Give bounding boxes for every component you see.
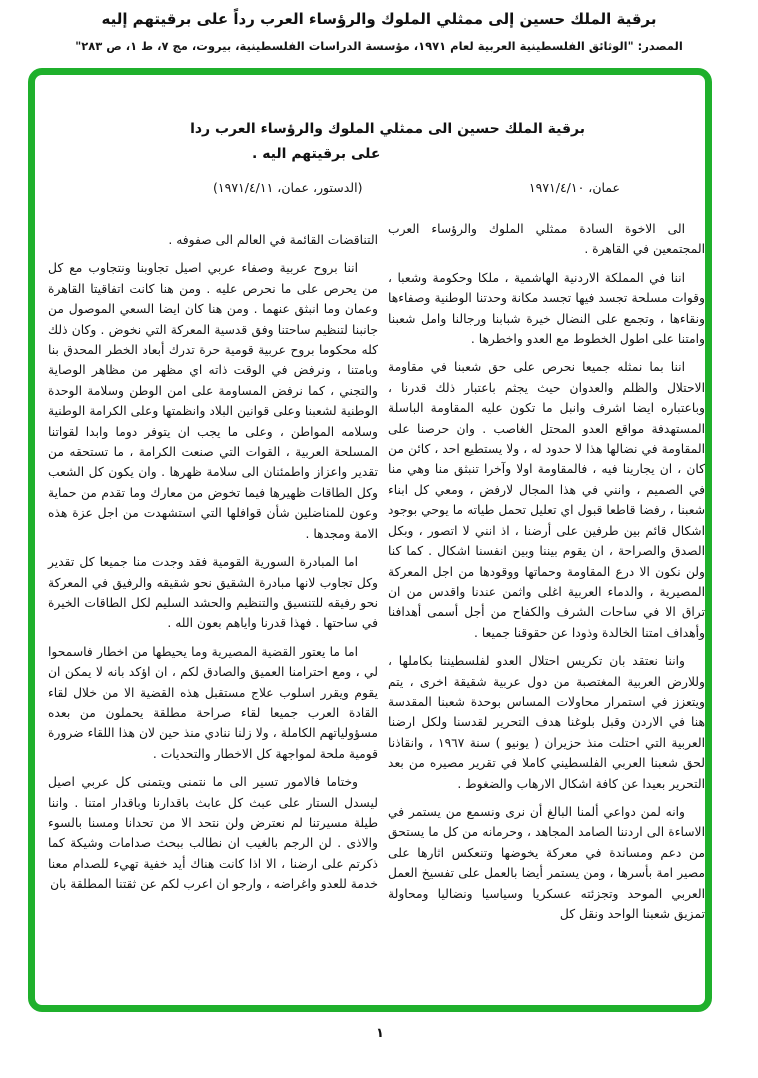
- telegram-publication-ref: (الدستور، عمان، ١٩٧١/٤/١١): [213, 180, 363, 195]
- paragraph-occupation: واننا نعتقد بان تكريس احتلال العدو لفلسطيننا بكاملها ، وللارض العربية المغتصبة من دول عربية شقيقة اخرى ، يتم ويتعزز في استمرار محاولات المساس بوحدة شعبنا المقدسة هنا في الاردن وقبل بلوغنا هدف التحرير لقدسنا ولكل ارضنا العربية التي احتلت منذ حزيران ( يونيو ) سنة ١٩٦٧ ، وانقاذنا لحق شعبنا العربي الفلسطيني كاملا في تقرير مصيره من بعد التحرير بعيدا عن كافة اشكال الارهاب والضغوط .: [388, 654, 705, 791]
- paragraph-resistance: اننا بما نمثله جميعا نحرص على حق شعبنا في مقاومة الاحتلال والظلم والعدوان حيث يجثم باعتبار ذلك قدرنا ، وباعتباره ايضا اشرف وانبل ما تكون عليه المقاومة الباسلة المستهدفة مواقع العدو المحتل الغاصب . وان حرصنا على المقاومة في نضالها هذا لا حدود له ، ولا يستطيع احد ، كائن من كان ، ان يجارينا فيه ، فالمقاومة اولا وآخرا تنبثق منا وهي منا في الصميم ، وانني في هذا المجال لارفض ، ومعي كل ابناء شعبنا ، رفضا قاطعا قبول اي تعليل تحمل طياته ما يوحي بوجود اشكال قائم بين طرفين على أرضنا ، اذ انني لا اتصور ، وبكل الصدق والصراحة ، ان يقوم بيننا وبين انفسنا اشكال . كما كنا ولن نكون الا درع المقاومة وحماتها ووقودها من اجل المعركة المصيرية ، والدماء العربية اغلى واثمن عندنا واقدس من ان تراق الا في ساحات الشرف والكفاح من أجل أسمى أهدافنا وأهداف امتنا الخالدة وذودا عن حقوقنا جميعا .: [388, 360, 705, 640]
- paragraph-conclusion: وختاما فالامور تسير الى ما نتمنى ويتمنى كل عربي اصيل ليسدل الستار على عبث كل عابث باقدارنا وباقدار امتنا . واننا طيلة مسيرتنا لم نعترض ولن نتحد الا من تحدانا ومسنا بالسوء والاذى . لن الرجم بالغيب ان نطالب ببحث صدامات وشيكة كما ذكرتم على ارضنا ، الا اذا كانت هناك أيد خفية تهيء للصدام معنا خدمة للعدو واغراضه ، وارجو ان اعرب لكم عن ثقتنا المطلقة بان: [48, 775, 378, 892]
- paragraph-salutation: الى الاخوة السادة ممثلي الملوك والرؤساء العرب المجتمعين في القاهرة .: [388, 222, 705, 257]
- paragraph-kingdom: اننا في المملكة الاردنية الهاشمية ، ملكا وحكومة وشعبا ، وقوات مسلحة تجسد فيها تجسد مكانة وحدتنا الوطنية وصفاءها ونقاءها ، وتجمع على النضال خيرة شبابنا ورجالنا وامل شعبنا وامتنا على اطول الخطوط مع العدو واخطرها .: [388, 270, 705, 347]
- telegram-dateline: عمان، ١٩٧١/٤/١٠: [528, 180, 620, 195]
- paragraph-leaders-meeting: اما ما يعتور القضية المصيرية وما يحيطها من اخطار فاسمحوا لي ، ومع احترامنا العميق والصادق لكم ، ان اؤكد بانه لا يمكن ان يقوم ويقرر اسلوب علاج مستقبل هذه القضية الا من خلال لقاء القادة العرب جميعا لقاء صراحة مطلقة يحملون من بعده مسؤولياتهم الكاملة ، ولا زلنا ننادي منذ حين لان هذا اللقاء ضرورة قومية ملحة لمواجهة كل الاخطار والتحديات .: [48, 644, 378, 761]
- paragraph-syrian-initiative: اما المبادرة السورية القومية فقد وجدت منا جميعا كل تقدير وكل تجاوب لانها مبادرة الشقيق نحو شقيقه والرفيق في المعركة نحو رفيقه للتنسيق والتنظيم والحشد السليم لكل الطاقات الخيرة في ساحتها . فهذا قدرنا واياهم بعون الله .: [48, 555, 378, 631]
- telegram-column-right: [388, 219, 705, 932]
- page-header-title: برقية الملك حسين إلى ممثلي الملوك والرؤساء العرب رداً على برقيتهم إليه: [101, 10, 657, 28]
- paragraph-grievance: وانه لمن دواعي ألمنا البالغ أن نرى ونسمع من يستمر في الاساءة الى اردننا الصامد المجاهد ، وحرمانه من كل ما يستحق من دعم ومساندة في معركة يخوضها وتنعكس اثارها على مصير امة بأسرها ، ومن يستمر أيضا بالعمل على تفسيخ العمل العربي الموحد وتجزئته عسكريا وسياسيا ونضاليا ومحاولة تمزيق شعبنا الواحد ونقل كل: [388, 804, 705, 921]
- paragraph-grievance-continuation: التناقضات القائمة في العالم الى صفوفه .: [168, 233, 378, 247]
- paragraph-arab-spirit: اننا بروح عربية وصفاء عربي اصيل تجاوبنا ونتجاوب مع كل من يحرص على ما نحرص عليه . ومن هنا كانت اتفاقيتا القاهرة وعمان وما انبثق عنهما . ومن هنا كان ايضا السعي الموصول من جانبنا لتنظيم ساحتنا وفق قدسية المعركة التي نخوض . وكان ذلك كله محكوما بروح عربية قومية حرة تدرك أبعاد الخطر المحدق بنا وبامتنا ، ونرفض في الوقت ذاته اي مظهر من مظاهر الوصاية والتجني ، كما نرفض المساومة على امن الوطن وسلامة الوحدة الوطنية لشعبنا وعلى قوانين البلاد وانظمتها وعلى الكرامة الوطنية وسلامه المواطن ، وعلى ما يجب ان يتوفر دوما وابدا لقواتنا المسلحة العربية ، القوات التي صنعت الكرامة ، ما تستحقه من تقدير واعزاز واطمئنان الى سلامة ظهرها . وان يكون كل الشعب وكل الطاقات ظهيرها فيما تخوض من معارك وما تقدم من حماية وعون للمناضلين شأن قوافلها التي استشهدت من اجل عزة هذه الامة ومجدها .: [48, 261, 378, 541]
- page-number: ١: [376, 1026, 384, 1041]
- telegram-column-left: [48, 230, 378, 903]
- telegram-title-line1: برقية الملك حسين الى ممثلي الملوك والرؤساء العرب ردا: [190, 121, 585, 137]
- telegram-title-line2: على برقيتهم اليه .: [252, 146, 381, 162]
- page-header-source: المصدر: "الوثائق الفلسطينية العربية لعام ١٩٧١، مؤسسة الدراسات الفلسطينية، بيروت، مج ٧، ط ١، ص ٢٨٣": [75, 39, 683, 53]
